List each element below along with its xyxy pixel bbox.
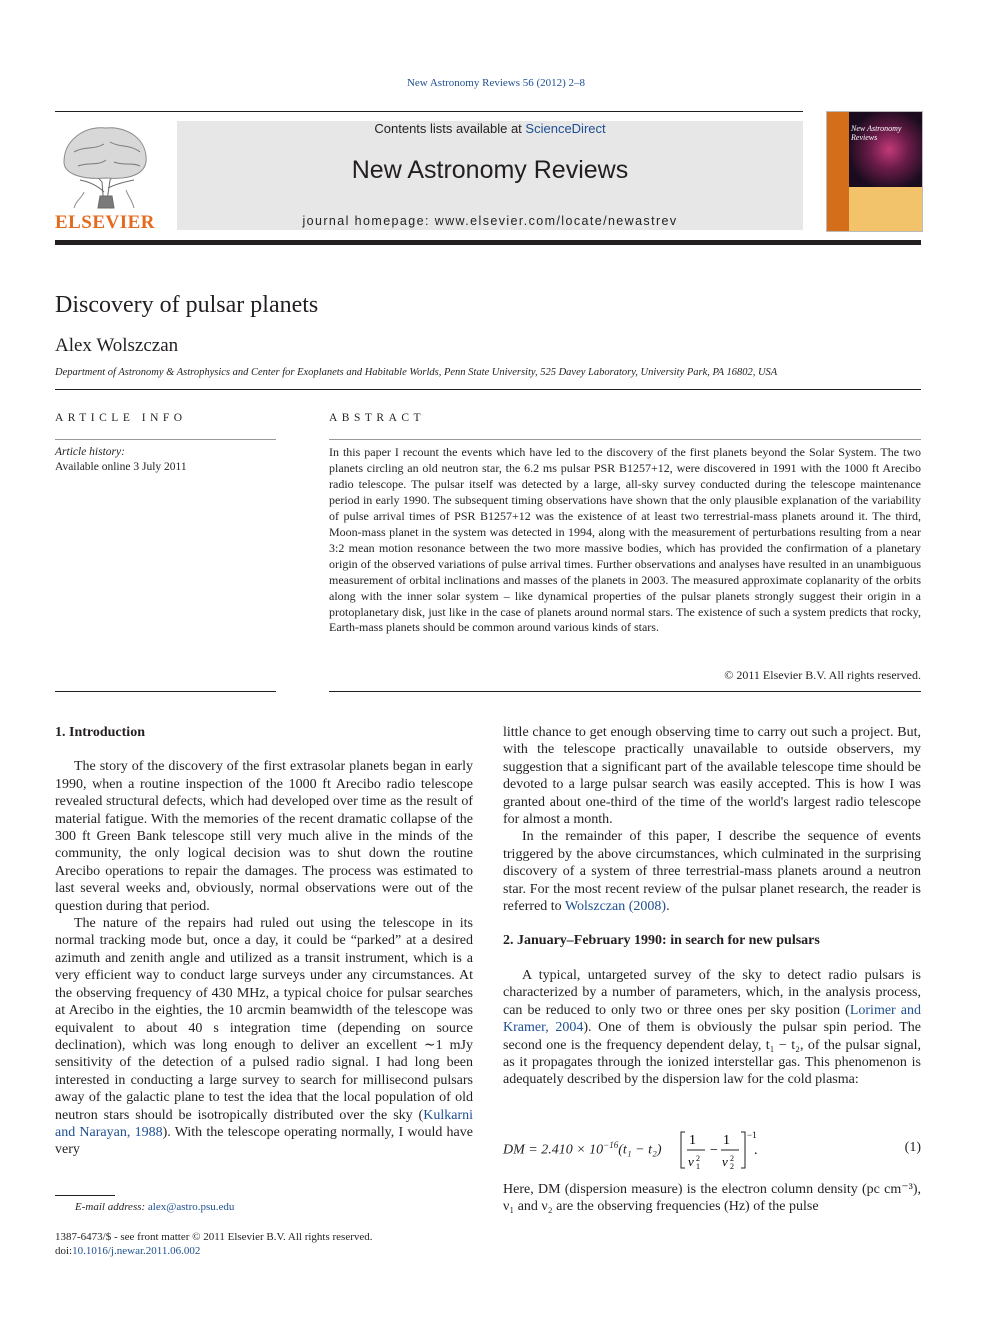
- svg-text:2: 2: [696, 1154, 700, 1163]
- author-name: Alex Wolszczan: [55, 335, 179, 356]
- equation-fraction: [679, 1128, 769, 1172]
- abstract-rule: [329, 439, 921, 440]
- journal-homepage[interactable]: journal homepage: www.elsevier.com/locate/newastrev: [302, 214, 678, 228]
- affiliation-rule: [55, 389, 921, 390]
- sciencedirect-link[interactable]: ScienceDirect: [525, 121, 606, 136]
- cover-title: New Astronomy Reviews: [851, 124, 902, 142]
- article-title: Discovery of pulsar planets: [55, 292, 319, 318]
- journal-citation[interactable]: New Astronomy Reviews 56 (2012) 2–8: [406, 77, 586, 89]
- journal-title: New Astronomy Reviews: [351, 156, 629, 184]
- svg-text:−1: −1: [747, 1130, 757, 1140]
- section-2-heading: 2. January–February 1990: in search for new pulsars: [503, 933, 820, 949]
- doi-link[interactable]: 10.1016/j.newar.2011.06.002: [72, 1245, 201, 1257]
- email-footnote: E-mail address: alex@astro.psu.edu: [75, 1201, 235, 1213]
- svg-text:ν: ν: [688, 1154, 694, 1169]
- svg-text:1: 1: [689, 1133, 696, 1148]
- left-column: [55, 724, 473, 1159]
- available-online: Available online 3 July 2011: [55, 460, 187, 473]
- right-column: [503, 724, 921, 1089]
- issn-line: 1387-6473/$ - see front matter © 2011 Elsevier B.V. All rights reserved.: [55, 1231, 373, 1243]
- abstract-heading: ABSTRACT: [329, 412, 426, 424]
- journal-cover-image[interactable]: [826, 111, 923, 232]
- article-info-heading: ARTICLE INFO: [55, 412, 187, 424]
- abstract-text: In this paper I recount the events which have led to the discovery of the first planets beyond the Solar System. The two planets circling an old neutron star, the 6.2 ms pulsar PSR B1257+12, were discovered in 1991 with the 1000 ft Arecibo radio telescope. The pulsar itself was detected by a large, all-sky survey conducted during the telescope maintenance period in early 1990. The subsequent timing observations have shown that the only plausible explanation of the variability of pulse arrival times of PSR B1257+12 was the existence of at least two terrestrial-mass planets around it. The third, Moon-mass planet in the system was detected in 1994, along with the measurement of perturbations resulting from a near 3:2 mean motion resonance between the two more massive bodies, which has provided the confirmation of a planetary origin of the observed variations of pulse arrival times. Further observations and analyses have resulted in an unambiguous measurement of orbital inclinations and masses of the planets in 2003. The measured approximate coplanarity of the orbits along with the inner solar system – like dynamical properties of the pulsar planets strongly suggest their origin in a protoplanetary disk, just like in the case of planets around normal stars. The existence of such a system predicts that rocky, Earth-mass planets should be common around various kinds of stars.: [329, 445, 921, 635]
- footnote-rule: [55, 1195, 115, 1196]
- article-info-rule: [55, 439, 276, 440]
- sec2-paragraph-1: A typical, untargeted survey of the sky to detect radio pulsars is characterized by a number of parameters, which, in the analysis process, can be reduced to only two or three ones per sky position (Lorimer and Kramer, 2004). One of them is obviously the pulsar spin period. The second one is the frequency dependent delay, t₁ − t₂, of the pulsar signal, as it propagates through the ionized interstellar gas. This phenomenon is adequately described by the dispersion law for the cold plasma:: [503, 967, 921, 1088]
- svg-text:.: .: [754, 1143, 758, 1158]
- col2-paragraph-2: In the remainder of this paper, I describe the sequence of events triggered by the above circumstances, which culminated in the surprising discovery of a system of three terrestrial-mass planets around a neutron star. For the most recent review of the pulsar planet research, the reader is referred to Wolszczan (2008).: [503, 829, 921, 915]
- svg-text:2: 2: [730, 1154, 734, 1163]
- issn-doi-block: [55, 1230, 373, 1258]
- svg-text:−: −: [710, 1143, 718, 1158]
- ref-kulkarni-narayan[interactable]: Kulkarni and Narayan, 1988: [55, 1107, 473, 1140]
- elsevier-wordmark: ELSEVIER: [54, 212, 156, 233]
- equation-body: DM = $2.410 \times 10^{-16}(t_1 - t_2)$: [503, 1140, 662, 1158]
- intro-paragraph-2: The nature of the repairs had ruled out using the telescope in its normal tracking mode but, once a day, it could be “parked” at a desired azimuth and zenith angle and utilized as a transit instrument, which is a very efficient way to conduct large surveys under any circumstances. At the observing frequency of 430 MHz, a typical choice for pulsar searches at Arecibo in the eighties, the 10 arcmin beamwidth of the telescope was equivalent to about 40 s integration time (depending on source declination), which was long enough to deliver an excellent ∼1 mJy sensitivity of the detection of a pulsed radio signal. I had long been interested in conducting a large survey to search for millisecond pulsars away of the galactic plane to test the idea that the local population of old neutron stars should be isotropically distributed over the sky (Kulkarni and Narayan, 1988). With the telescope operating normally, I would have very: [55, 916, 473, 1158]
- doi-line: doi:10.1016/j.newar.2011.06.002: [55, 1245, 201, 1257]
- header-thick-rule: [55, 240, 921, 245]
- dispersion-equation: [503, 1128, 921, 1172]
- article-history: [55, 445, 187, 474]
- equation-number: (1): [904, 1140, 921, 1155]
- abstract-bottom-rule: [329, 691, 921, 692]
- intro-paragraph-1: The story of the discovery of the first extrasolar planets began in early 1990, when a routine inspection of the 1000 ft Arecibo radio telescope revealed structural defects, which had developed over time as the result of material fatigue. With the memories of the recent dramatic collapse of the 300 ft Green Bank telescope still very much alive in the minds of the community, the only logical decision was to shut down the routine Arecibo operations to repair the damages. The process was estimated to last several weeks and, obviously, normal observations were out of the question during that period.: [55, 759, 473, 914]
- sec2-paragraph-2: Here, DM (dispersion measure) is the electron column density (pc cm⁻³), ν₁ and ν₂ are the observing frequencies (Hz) of the pulse: [503, 1182, 921, 1215]
- author-email-link[interactable]: alex@astro.psu.edu: [147, 1201, 235, 1213]
- svg-text:ν: ν: [722, 1154, 728, 1169]
- abstract-copyright: © 2011 Elsevier B.V. All rights reserved.: [724, 668, 921, 682]
- ref-wolszczan-2008[interactable]: Wolszczan (2008): [564, 899, 667, 915]
- col2-paragraph-1: little chance to get enough observing time to carry out such a project. But, with the telescope practically unavailable to outside observers, my suggestion that a significant part of the available telescope time should be devoted to a large pulsar search was easily accepted. This is how I was granted about one-third of the time of the world's largest radio telescope for almost a month.: [503, 725, 921, 828]
- contents-line: Contents lists available at ScienceDirect: [374, 121, 606, 136]
- svg-text:2: 2: [730, 1162, 734, 1171]
- svg-text:1: 1: [696, 1162, 700, 1171]
- svg-text:1: 1: [723, 1133, 730, 1148]
- history-label: Article history:: [55, 446, 125, 458]
- header-rule: [55, 111, 803, 112]
- ref-lorimer-kramer[interactable]: Lorimer and Kramer, 2004: [503, 1002, 921, 1036]
- cover-strip: [827, 112, 849, 231]
- author-affiliation: Department of Astronomy & Astrophysics and Center for Exoplanets and Habitable Worlds, Penn State University, 525 Davey Laboratory, University Park, PA 16802, USA: [55, 367, 778, 378]
- article-info-bottom-rule: [55, 691, 276, 692]
- section-1-heading: 1. Introduction: [55, 725, 145, 740]
